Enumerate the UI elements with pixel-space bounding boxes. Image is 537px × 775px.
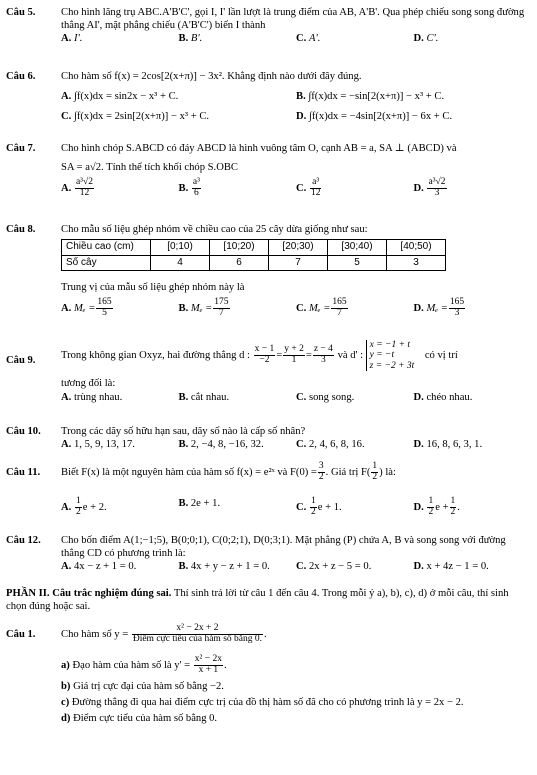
question-text: Trong các dãy số hữu hạn sau, dãy số nào là cấp số nhân? [61,426,306,437]
options-row-2 [61,110,531,123]
question-number: Câu 9. [6,355,36,366]
question-number: Câu 10. [6,426,41,437]
question-text: Cho hình lăng trụ ABC.A'B'C', gọi I, I' lần lượt là trung điểm của AB, A'B'. Qua phép chiếu song song đường thẳng AI', mặt phẳng chiếu (A'B'C') biến I thành [61,7,525,32]
question-8 [6,223,531,319]
table-row: Chiều cao (cm) [0;10) [10;20) [20;30) [30;40) [40;50) [62,240,446,256]
options [61,560,531,573]
question-11 [6,462,531,518]
option-d[interactable]: D. ∫f(x)dx = −4sin[2(x+π)] − 6x + C. [296,111,453,123]
option-b[interactable]: B. Mₑ = $\frac{175}{7}$ [178,297,229,319]
options-row-1 [61,90,531,103]
option-a[interactable]: A. Mₑ = $\frac{165}{5}$ [61,297,112,319]
statement-b[interactable]: b) Giá trị cực đại của hàm số bằng −2. [61,680,224,692]
options [61,32,531,45]
option-a[interactable]: A. $\frac{\text{a³√2}}{12}$ [61,177,93,199]
question-9 [6,340,531,404]
options [61,438,531,451]
option-a[interactable]: A. ∫f(x)dx = sin2x − x³ + C. [61,91,179,103]
options [61,497,531,518]
option-d[interactable]: D. C'. [413,33,439,45]
option-c[interactable]: C. 2, 4, 6, 8, 16. [296,439,365,451]
question-text: Cho mẫu số liệu ghép nhóm về chiều cao của 25 cây dừa giống như sau: [61,224,368,235]
question-6 [6,70,531,124]
frequency-table [61,239,446,271]
option-c[interactable]: C. $\frac{1}{2}$ e + 1. [296,495,342,517]
question-5 [6,6,531,46]
option-b[interactable]: B. cắt nhau. [178,391,230,403]
option-d[interactable]: D. $\frac{\text{a³√2}}{3}$ [413,177,446,199]
option-a[interactable]: A. 1, 5, 9, 13, 17. [61,439,135,451]
parametric-system: x = −1 + t y = −t z = −2 + 3t [366,340,415,371]
question-7 [6,142,531,199]
question-text-line-2: SA = a√2. Tính thể tích khối chóp S.OBC [61,162,238,174]
statement-a[interactable]: a) Đạo hàm của hàm số là y' = $\frac{\text{x² − 2x}}{x + 1}$ . [61,653,227,675]
option-a[interactable]: A. 4x − z + 1 = 0. [61,561,137,573]
options [61,178,531,199]
option-d[interactable]: D. Mₑ = $\frac{165}{3}$ [413,297,465,319]
option-b[interactable]: B. B'. [178,33,203,45]
question-text-line-1: Cho hình chóp S.ABCD có đáy ABCD là hình vuông tâm O, cạnh AB = a, SA ⊥ (ABCD) và [61,143,457,154]
statement-d[interactable]: d) Điểm cực tiểu của hàm số bằng 0. [61,713,218,725]
question-number: Câu 5. [6,7,36,18]
options [61,391,531,404]
option-c[interactable]: C. Mₑ = $\frac{165}{7}$ [296,297,347,319]
question-text: Trong không gian Oxyz, hai đường thẳng d : $\frac{x - 1}{-2}$ = $\frac{y + 2}{1}$ = $\frac{z - 4}{3}$ và d' : x = −1 + t y = −t z = −2 + 3t có vị trí [61,340,458,371]
option-b[interactable]: B. 2e + 1. [178,497,221,509]
question-text: Cho hàm số f(x) = 2cos[2(x+π)] − 3x². Khẳng định nào dưới đây đúng. [61,71,362,82]
question-ask: Trung vị của mẫu số liệu ghép nhóm này là [61,282,245,294]
option-a[interactable]: A. $\frac{1}{2}$ e + 2. [61,495,107,517]
options [61,298,531,319]
option-a[interactable]: A. trùng nhau. [61,391,123,403]
question-12 [6,534,531,574]
question-text: Biết F(x) là một nguyên hàm của hàm số f(x) = e²ˣ và F(0) = $\frac{3}{2}$ . Giá trị F( $\frac{1}{2}$ ) là: [61,461,396,482]
option-c[interactable]: C. A'. [296,33,321,45]
question-number: Câu 6. [6,71,36,82]
question-number: Câu 11. [6,467,41,478]
option-d[interactable]: D. $\frac{1}{2}$ e + $\frac{1}{2}$ . [413,495,460,517]
question-text: Cho hàm số y = $\frac{\text{x² − 2x + 2}}{\text{Điểm cực tiểu của hàm số bằng 0.}}$ . [61,623,267,644]
statement-c[interactable]: c) Đường thẳng đi qua hai điểm cực trị của đồ thị hàm số đã cho có phương trình là y = 2x − 2. [61,697,464,709]
option-d[interactable]: D. 16, 8, 6, 3, 1. [413,439,483,451]
option-d[interactable]: D. x + 4z − 1 = 0. [413,561,489,573]
question-number: Câu 1. [6,629,36,640]
option-c[interactable]: C. ∫f(x)dx = 2sin[2(x+π)] − x³ + C. [61,111,210,123]
question-10 [6,425,531,451]
question-text-line-2: tương đối là: [61,378,116,390]
option-b[interactable]: B. ∫f(x)dx = −sin[2(x+π)] − x³ + C. [296,91,445,103]
question-number: Câu 8. [6,224,36,235]
option-c[interactable]: C. $\frac{\text{a³}}{12}$ [296,177,321,199]
table-row: Số cây 4 6 7 5 3 [62,255,446,271]
option-b[interactable]: B. 2, −4, 8, −16, 32. [178,439,264,451]
question-number: Câu 12. [6,535,41,546]
option-c[interactable]: C. song song. [296,391,355,403]
option-b[interactable]: B. 4x + y − z + 1 = 0. [178,561,270,573]
option-c[interactable]: C. 2x + z − 5 = 0. [296,561,372,573]
option-d[interactable]: D. chéo nhau. [413,391,473,403]
question-number: Câu 7. [6,143,36,154]
option-b[interactable]: B. $\frac{\text{a³}}{6}$ [178,177,200,199]
part-2-heading: PHẦN II. Câu trắc nghiệm đúng sai. Thí sinh trả lời từ câu 1 đến câu 4. Trong mỗi ý a), b), c), d) ở mỗi câu, thí sinh chọn đúng hoặc sai. [6,588,509,613]
part-2-question-1 [6,624,531,726]
question-text: Cho bốn điểm A(1;−1;5), B(0;0;1), C(0;2;1), D(0;3;1). Mặt phẳng (P) chứa A, B và song song với đường thẳng CD có phương trình là: [61,535,506,560]
option-a[interactable]: A. I'. [61,33,83,45]
